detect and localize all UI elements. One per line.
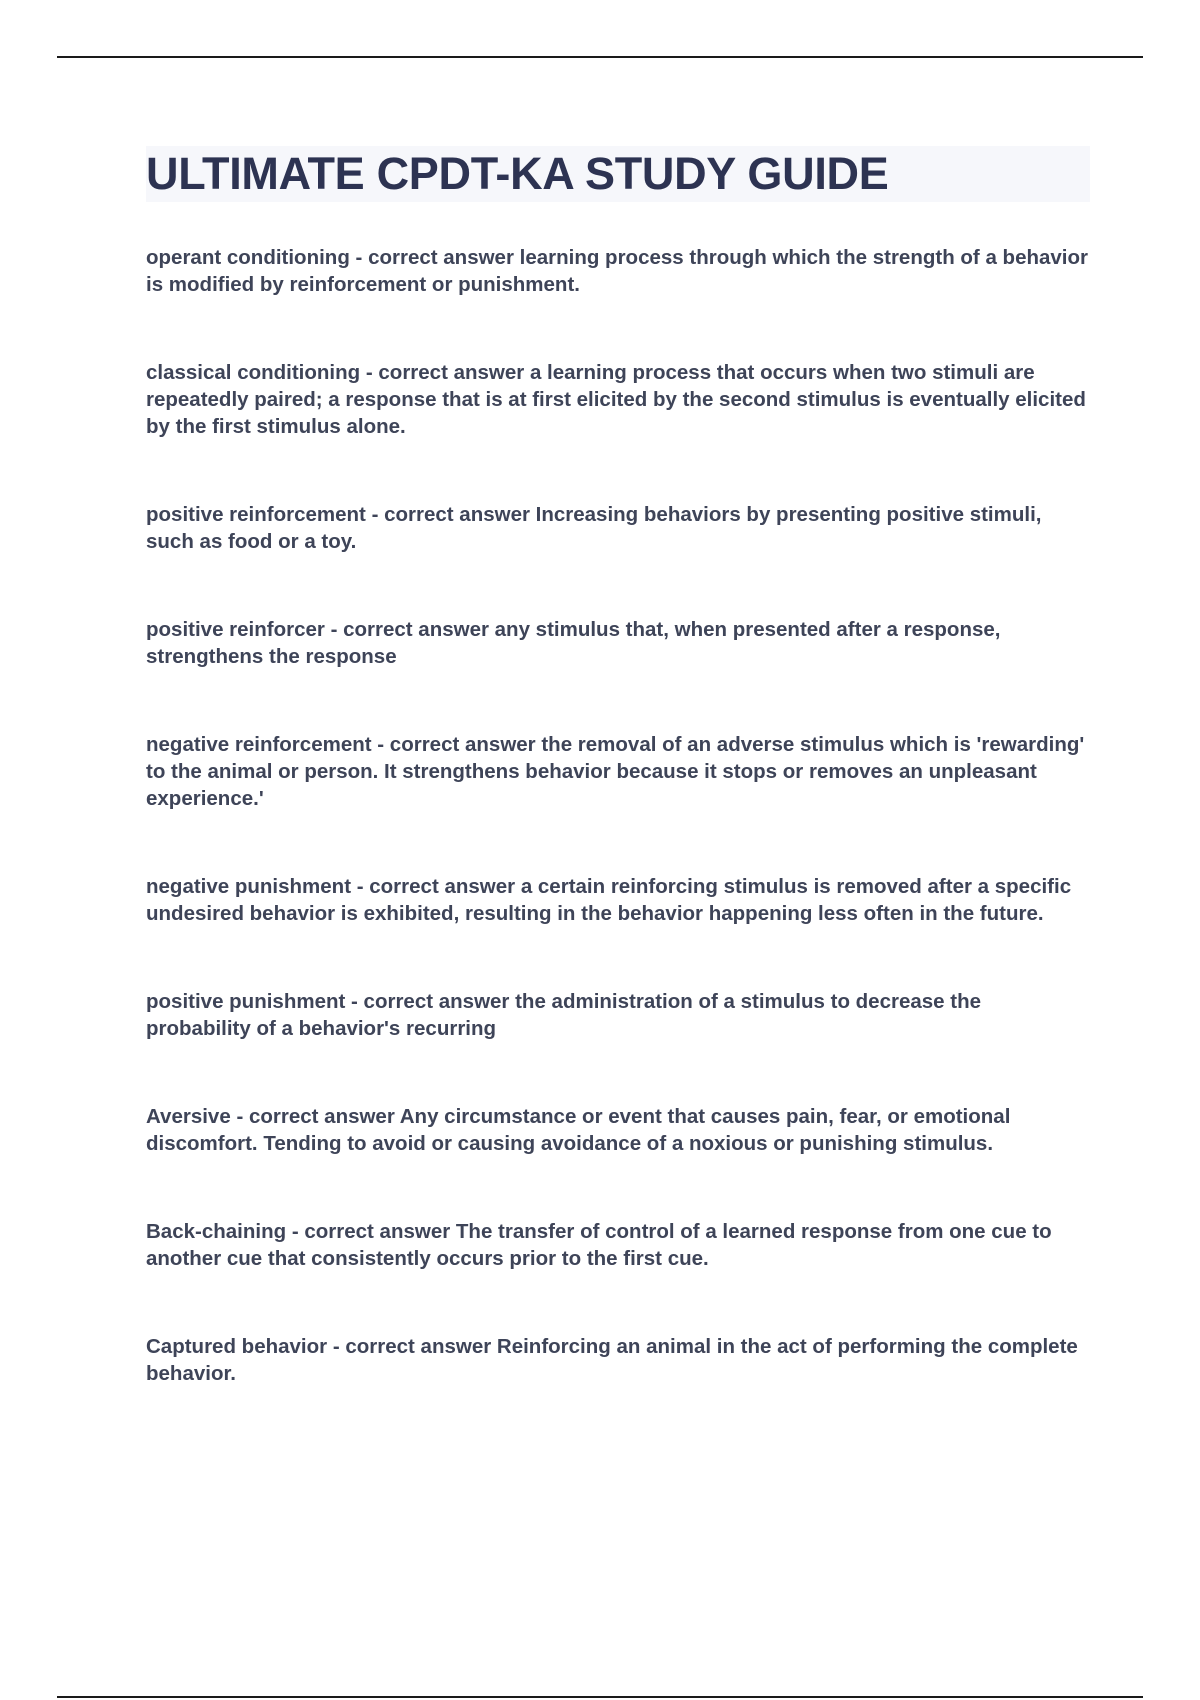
entry-definition: a learning process that occurs when two stimuli are repeatedly paired; a response that is at first elicited by the second stimulus is eventually elicited by the first stimulus alone.: [146, 361, 1086, 438]
entry-positive-reinforcement: [146, 501, 1090, 555]
entry-list: [146, 244, 1090, 1387]
entry-definition: any stimulus that, when presented after a response, strengthens the response: [146, 618, 1001, 668]
entry-definition: Increasing behaviors by presenting positive stimuli, such as food or a toy.: [146, 503, 1042, 553]
entry-definition: the administration of a stimulus to decrease the probability of a behavior's recurring: [146, 990, 982, 1040]
entry-term: negative punishment: [146, 875, 352, 898]
entry-definition: Any circumstance or event that causes pain, fear, or emotional discomfort. Tending to avoid or causing avoidance of a noxious or punishing stimulus.: [146, 1105, 1011, 1155]
entry-captured-behavior: [146, 1333, 1090, 1387]
page-title: ULTIMATE CPDT-KA STUDY GUIDE: [146, 148, 889, 199]
entry-separator: - correct answer: [365, 361, 525, 384]
entry-separator: - correct answer: [355, 246, 514, 269]
entry-separator: - correct answer: [291, 1220, 451, 1243]
title-band: [146, 146, 1090, 202]
entry-definition: learning process through which the strength of a behavior is modified by reinforcement or punishment.: [146, 246, 1088, 296]
entry-separator: - correct answer: [351, 990, 510, 1013]
entry-term: classical conditioning: [146, 361, 361, 384]
entry-positive-reinforcer: [146, 616, 1090, 670]
entry-positive-punishment: [146, 988, 1090, 1042]
entry-term: positive reinforcer: [146, 618, 325, 641]
entry-separator: - correct answer: [330, 618, 489, 641]
top-divider: [57, 56, 1143, 58]
entry-separator: - correct answer: [236, 1105, 395, 1128]
entry-separator: - correct answer: [371, 503, 530, 526]
bottom-divider: [57, 1696, 1143, 1698]
entry-definition: Reinforcing an animal in the act of performing the complete behavior.: [146, 1335, 1078, 1385]
entry-term: operant conditioning: [146, 246, 350, 269]
entry-term: Captured behavior: [146, 1335, 328, 1358]
entry-negative-reinforcement: [146, 731, 1090, 812]
entry-classical-conditioning: [146, 359, 1090, 440]
entry-operant-conditioning: [146, 244, 1090, 298]
entry-definition: The transfer of control of a learned response from one cue to another cue that consistently occurs prior to the first cue.: [146, 1220, 1052, 1270]
entry-back-chaining: [146, 1218, 1090, 1272]
entry-aversive: [146, 1103, 1090, 1157]
entry-separator: - correct answer: [377, 733, 536, 756]
entry-term: positive reinforcement: [146, 503, 366, 526]
entry-definition: the removal of an adverse stimulus which is 'rewarding' to the animal or person. It strengthens behavior because it stops or removes an unpleasant experience.': [146, 733, 1085, 810]
entry-term: Aversive: [146, 1105, 231, 1128]
entry-negative-punishment: [146, 873, 1090, 927]
study-guide-page: [146, 146, 1090, 1448]
entry-term: negative reinforcement: [146, 733, 372, 756]
entry-separator: - correct answer: [332, 1335, 492, 1358]
entry-definition: a certain reinforcing stimulus is removed after a specific undesired behavior is exhibited, resulting in the behavior happening less often in the future.: [146, 875, 1072, 925]
entry-separator: - correct answer: [356, 875, 516, 898]
entry-term: positive punishment: [146, 990, 346, 1013]
entry-term: Back-chaining: [146, 1220, 287, 1243]
